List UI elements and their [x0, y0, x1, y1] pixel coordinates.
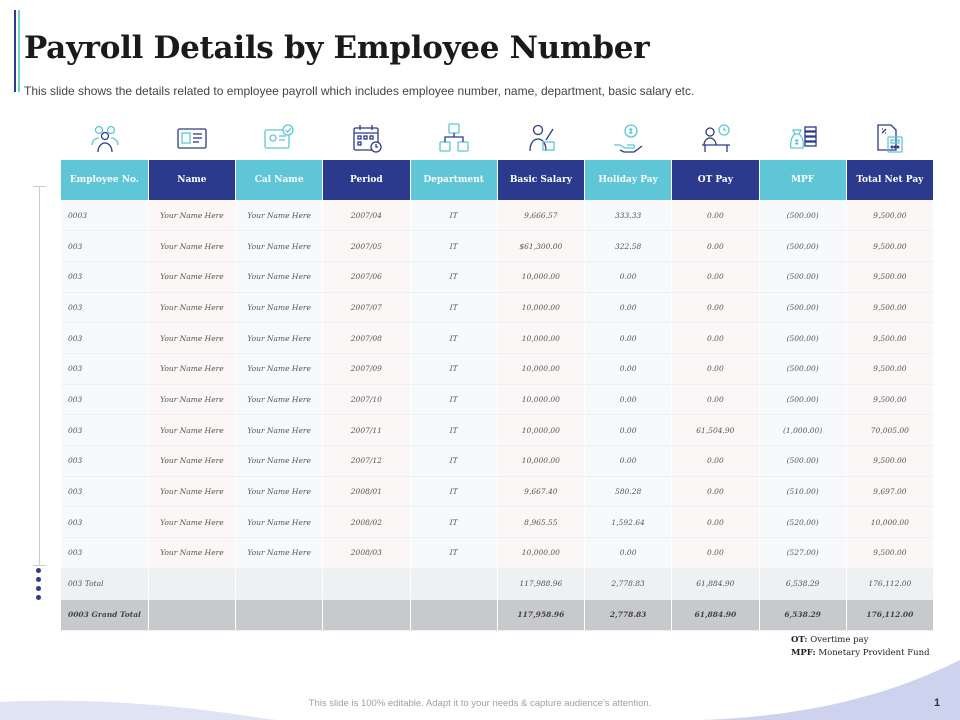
table-cell: Your Name Here [236, 353, 323, 384]
column-header: Period [323, 160, 410, 200]
table-cell: Your Name Here [236, 384, 323, 415]
table-cell: 2007/12 [323, 446, 410, 477]
table-cell: 003 [61, 353, 148, 384]
table-cell: 2007/08 [323, 323, 410, 354]
table-row [61, 200, 934, 231]
table-cell: (500.00) [759, 323, 846, 354]
table-cell: (500.00) [759, 231, 846, 262]
table-cell: 9,500.00 [846, 261, 933, 292]
table-cell: 2007/06 [323, 261, 410, 292]
table-cell: 0.00 [672, 353, 759, 384]
total-row [61, 568, 934, 599]
table-cell: 9,500.00 [846, 292, 933, 323]
table-header-row [61, 160, 934, 200]
table-cell: 0.00 [672, 446, 759, 477]
table-row [61, 231, 934, 262]
table-cell: 0.00 [672, 507, 759, 538]
table-row [61, 507, 934, 538]
table-cell: (500.00) [759, 200, 846, 231]
table-cell: Your Name Here [236, 415, 323, 446]
table-cell: 9,500.00 [846, 231, 933, 262]
table-cell: 2007/10 [323, 384, 410, 415]
table-cell: 0.00 [672, 384, 759, 415]
table-cell: 9,666.57 [497, 200, 584, 231]
table-cell: 9,697.00 [846, 476, 933, 507]
desk-clock-icon [672, 118, 759, 158]
table-cell: Your Name Here [236, 323, 323, 354]
table-row [61, 261, 934, 292]
column-header: Department [410, 160, 497, 200]
table-cell: 70,005.00 [846, 415, 933, 446]
table-cell: 9,500.00 [846, 323, 933, 354]
table-cell: 9,500.00 [846, 384, 933, 415]
table-cell: 2008/01 [323, 476, 410, 507]
page-subtitle: This slide shows the details related to employee payroll which includes employee number, name, department, basic salary etc. [24, 84, 695, 98]
table-cell [236, 599, 323, 630]
table-cell: 003 [61, 292, 148, 323]
table-cell: 0.00 [585, 353, 672, 384]
table-cell: 2,778.83 [585, 599, 672, 630]
table-cell: Your Name Here [236, 292, 323, 323]
table-cell: 003 Total [61, 568, 148, 599]
table-cell: (500.00) [759, 353, 846, 384]
table-row [61, 353, 934, 384]
column-header: Total Net Pay [846, 160, 933, 200]
table-cell: IT [410, 507, 497, 538]
table-cell: Your Name Here [148, 384, 235, 415]
table-cell: 10,000.00 [497, 261, 584, 292]
side-rule [39, 186, 40, 566]
table-cell: 0.00 [585, 415, 672, 446]
table-cell: 10,000.00 [497, 323, 584, 354]
table-cell: IT [410, 323, 497, 354]
column-header: OT Pay [672, 160, 759, 200]
table-cell: 003 [61, 384, 148, 415]
column-header: Basic Salary [497, 160, 584, 200]
table-cell: Your Name Here [148, 261, 235, 292]
table-cell [148, 568, 235, 599]
table-cell: 10,000.00 [497, 384, 584, 415]
column-header: MPF [759, 160, 846, 200]
table-cell: 003 [61, 476, 148, 507]
table-cell: (527.00) [759, 538, 846, 569]
worker-signing-icon [497, 118, 584, 158]
table-cell: Your Name Here [148, 415, 235, 446]
hand-money-icon [585, 118, 672, 158]
table-cell: 2008/03 [323, 538, 410, 569]
legend-ot: OT: Overtime pay [791, 635, 869, 645]
table-cell: 6,538.29 [759, 568, 846, 599]
table-cell: 322.58 [585, 231, 672, 262]
table-cell: 0.00 [585, 292, 672, 323]
table-cell: 61,884.90 [672, 599, 759, 630]
table-cell [323, 599, 410, 630]
table-cell: 9,500.00 [846, 353, 933, 384]
column-icons-row [61, 118, 934, 158]
table-cell: 0.00 [672, 476, 759, 507]
table-cell: Your Name Here [236, 507, 323, 538]
table-cell: 2007/09 [323, 353, 410, 384]
table-cell: 61,884.90 [672, 568, 759, 599]
column-header: Employee No. [61, 160, 148, 200]
table-cell [410, 568, 497, 599]
org-chart-icon [410, 118, 497, 158]
table-cell: 10,000.00 [497, 353, 584, 384]
table-cell: 8,965.55 [497, 507, 584, 538]
table-cell: 580.28 [585, 476, 672, 507]
table-row [61, 415, 934, 446]
table-cell: 0.00 [585, 446, 672, 477]
table-cell [323, 568, 410, 599]
table-cell: 2007/11 [323, 415, 410, 446]
table-cell: Your Name Here [236, 538, 323, 569]
table-cell: IT [410, 415, 497, 446]
table-cell: 0.00 [672, 538, 759, 569]
table-cell: 003 [61, 538, 148, 569]
table-cell: 10,000.00 [497, 415, 584, 446]
table-cell: Your Name Here [148, 476, 235, 507]
table-cell: IT [410, 538, 497, 569]
badge-card-icon [236, 118, 323, 158]
table-cell: Your Name Here [148, 507, 235, 538]
table-row [61, 323, 934, 354]
table-cell: 0.00 [672, 261, 759, 292]
table-cell: (500.00) [759, 384, 846, 415]
table-cell: 176,112.00 [846, 599, 933, 630]
table-cell: 003 [61, 446, 148, 477]
table-cell: 176,112.00 [846, 568, 933, 599]
table-cell: Your Name Here [148, 538, 235, 569]
table-cell: (520.00) [759, 507, 846, 538]
table-cell: IT [410, 446, 497, 477]
column-header: Name [148, 160, 235, 200]
table-cell: (500.00) [759, 292, 846, 323]
table-cell: 0.00 [585, 538, 672, 569]
column-header: Cal Name [236, 160, 323, 200]
table-row [61, 476, 934, 507]
table-cell: (500.00) [759, 446, 846, 477]
table-cell: 9,500.00 [846, 200, 933, 231]
money-bags-icon [759, 118, 846, 158]
table-cell: 333.33 [585, 200, 672, 231]
table-cell: Your Name Here [236, 446, 323, 477]
table-cell: 0003 [61, 200, 148, 231]
table-cell: IT [410, 261, 497, 292]
table-row [61, 292, 934, 323]
table-cell: 2,778.83 [585, 568, 672, 599]
table-cell: 003 [61, 323, 148, 354]
table-cell: Your Name Here [148, 292, 235, 323]
id-card-icon [148, 118, 235, 158]
title-accent-bar [14, 10, 20, 92]
table-cell: 0.00 [672, 292, 759, 323]
table-cell: 0.00 [585, 323, 672, 354]
table-row [61, 446, 934, 477]
table-cell: Your Name Here [148, 231, 235, 262]
table-cell: IT [410, 384, 497, 415]
table-cell: 6,538.29 [759, 599, 846, 630]
table-cell [236, 568, 323, 599]
table-cell: 0.00 [585, 261, 672, 292]
table-cell: 2007/04 [323, 200, 410, 231]
table-cell: 0.00 [672, 231, 759, 262]
table-row [61, 384, 934, 415]
legend-mpf: MPF: Monetary Provident Fund [791, 648, 930, 658]
table-cell: Your Name Here [236, 200, 323, 231]
grand-total-row [61, 599, 934, 630]
table-cell: 0.00 [672, 323, 759, 354]
table-cell: 1,592.64 [585, 507, 672, 538]
table-cell: IT [410, 476, 497, 507]
table-cell: 2007/07 [323, 292, 410, 323]
table-cell: $61,300.00 [497, 231, 584, 262]
table-cell: 003 [61, 231, 148, 262]
table-cell: IT [410, 200, 497, 231]
table-cell: 9,500.00 [846, 446, 933, 477]
footer-note: This slide is 100% editable. Adapt it to your needs & capture audience’s attention. [308, 698, 652, 709]
table-cell: 003 [61, 261, 148, 292]
table-cell: 117,958.96 [497, 599, 584, 630]
table-row [61, 538, 934, 569]
table-cell: 2007/05 [323, 231, 410, 262]
page-number: 1 [934, 697, 941, 709]
table-cell: IT [410, 231, 497, 262]
table-cell: 10,000.00 [497, 538, 584, 569]
table-cell: Your Name Here [148, 446, 235, 477]
table-cell: Your Name Here [236, 476, 323, 507]
table-cell: Your Name Here [148, 200, 235, 231]
table-cell: 61,504.90 [672, 415, 759, 446]
calculator-icon [847, 118, 934, 158]
table-cell: 10,000.00 [497, 446, 584, 477]
table-cell: IT [410, 353, 497, 384]
team-icon [61, 118, 148, 158]
table-cell [148, 599, 235, 630]
payroll-table [61, 160, 934, 631]
table-cell: (1,000.00) [759, 415, 846, 446]
page-title: Payroll Details by Employee Number [24, 30, 650, 66]
table-cell: 0003 Grand Total [61, 599, 148, 630]
table-cell: IT [410, 292, 497, 323]
table-cell: Your Name Here [148, 353, 235, 384]
table-cell: 9,500.00 [846, 538, 933, 569]
table-cell: 117,988.96 [497, 568, 584, 599]
table-cell: 003 [61, 415, 148, 446]
table-cell: 10,000.00 [846, 507, 933, 538]
table-cell: Your Name Here [236, 231, 323, 262]
table-cell: Your Name Here [148, 323, 235, 354]
table-cell: 0.00 [585, 384, 672, 415]
table-cell: 2008/02 [323, 507, 410, 538]
column-header: Holiday Pay [585, 160, 672, 200]
table-cell: 0.00 [672, 200, 759, 231]
table-cell: (510.00) [759, 476, 846, 507]
side-dots-decoration [36, 568, 43, 604]
side-rule-bottom-tick [33, 565, 46, 566]
calendar-icon [323, 118, 410, 158]
table-cell: (500.00) [759, 261, 846, 292]
table-cell: Your Name Here [236, 261, 323, 292]
table-cell: 003 [61, 507, 148, 538]
table-cell: 10,000.00 [497, 292, 584, 323]
table-cell: 9,667.40 [497, 476, 584, 507]
table-cell [410, 599, 497, 630]
